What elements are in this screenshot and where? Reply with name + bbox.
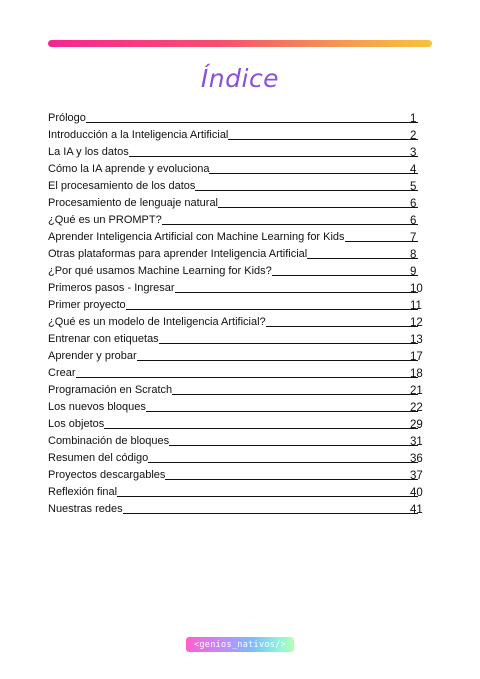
toc-entry-label: ¿Por qué usamos Machine Learning for Kids? (48, 265, 272, 277)
toc-entry-page: 1 (410, 113, 417, 125)
toc-entry[interactable] (48, 431, 428, 448)
toc-entry[interactable] (48, 210, 428, 227)
toc-leader-line (117, 496, 418, 497)
page-title: Índice (200, 64, 280, 93)
decorative-gradient-bar (48, 40, 432, 47)
toc-entry-page: 9 (410, 266, 417, 278)
toc-entry-page: 36 (410, 453, 423, 465)
toc-entry-label: Nuestras redes (48, 503, 123, 515)
toc-leader-line (272, 275, 418, 276)
toc-entry-label: Proyectos descargables (48, 469, 166, 481)
toc-entry[interactable] (48, 448, 428, 465)
toc-leader-line (228, 139, 418, 140)
toc-leader-line (175, 292, 418, 293)
toc-leader-line (104, 428, 418, 429)
toc-entry[interactable] (48, 312, 428, 329)
toc-entry[interactable] (48, 278, 428, 295)
toc-entry-label: Aprender Inteligencia Artificial con Machine Learning for Kids (48, 231, 345, 243)
toc-leader-line (307, 258, 418, 259)
toc-leader-line (86, 122, 418, 123)
toc-entry-label: Prólogo (48, 112, 86, 124)
toc-leader-line (129, 156, 418, 157)
toc-entry-page: 40 (410, 487, 423, 499)
toc-entry-page: 11 (410, 300, 422, 312)
toc-entry-label: Los objetos (48, 418, 105, 430)
toc-entry-label: Programación en Scratch (48, 384, 173, 396)
toc-entry-page: 8 (410, 249, 417, 261)
toc-leader-line (123, 513, 418, 514)
table-of-contents (48, 108, 428, 516)
toc-entry-page: 12 (410, 317, 423, 329)
toc-entry-label: Reflexión final (48, 486, 118, 498)
toc-entry-page: 2 (410, 130, 417, 142)
toc-entry-page: 10 (410, 283, 423, 295)
toc-entry[interactable] (48, 244, 428, 261)
toc-entry-label: Cómo la IA aprende y evoluciona (48, 163, 210, 175)
toc-leader-line (209, 173, 418, 174)
toc-entry-page: 29 (410, 419, 423, 431)
toc-entry-label: Combinación de bloques (48, 435, 170, 447)
toc-entry-label: Los nuevos bloques (48, 401, 146, 413)
toc-leader-line (169, 445, 418, 446)
toc-entry-label: Primer proyecto (48, 299, 126, 311)
toc-entry-label: ¿Qué es un PROMPT? (48, 214, 162, 226)
toc-entry-page: 37 (410, 470, 423, 482)
toc-entry[interactable] (48, 482, 428, 499)
toc-leader-line (345, 241, 418, 242)
toc-entry-page: 13 (410, 334, 423, 346)
toc-entry[interactable] (48, 499, 428, 516)
toc-entry-label: Introducción a la Inteligencia Artificial (48, 129, 229, 141)
toc-entry-label: Procesamiento de lenguaje natural (48, 197, 219, 209)
toc-leader-line (195, 190, 418, 191)
toc-entry[interactable] (48, 363, 428, 380)
toc-entry-page: 17 (410, 351, 423, 363)
toc-entry-page: 41 (410, 504, 423, 516)
toc-entry[interactable] (48, 295, 428, 312)
toc-entry-page: 5 (410, 181, 417, 193)
toc-entry[interactable] (48, 159, 428, 176)
toc-leader-line (137, 360, 418, 361)
toc-entry-label: Entrenar con etiquetas (48, 333, 159, 345)
toc-leader-line (159, 343, 418, 344)
toc-entry[interactable] (48, 414, 428, 431)
toc-entry-label: ¿Qué es un modelo de Inteligencia Artificial? (48, 316, 266, 328)
toc-entry-label: La IA y los datos (48, 146, 129, 158)
toc-entry[interactable] (48, 397, 428, 414)
toc-entry[interactable] (48, 261, 428, 278)
toc-leader-line (266, 326, 418, 327)
toc-entry-page: 18 (410, 368, 423, 380)
toc-leader-line (76, 377, 418, 378)
toc-entry-page: 3 (410, 147, 417, 159)
toc-entry[interactable] (48, 193, 428, 210)
toc-leader-line (218, 207, 418, 208)
toc-entry-page: 6 (410, 198, 417, 210)
toc-leader-line (172, 394, 418, 395)
toc-entry-label: Primeros pasos - Ingresar (48, 282, 175, 294)
toc-leader-line (162, 224, 418, 225)
toc-entry[interactable] (48, 125, 428, 142)
toc-leader-line (148, 462, 418, 463)
toc-entry-label: Aprender y probar (48, 350, 137, 362)
toc-entry-page: 7 (410, 232, 417, 244)
brand-badge-text: <genios_nativos/> (193, 639, 287, 650)
toc-entry[interactable] (48, 329, 428, 346)
brand-badge (186, 637, 294, 652)
toc-entry-label: El procesamiento de los datos (48, 180, 196, 192)
toc-entry[interactable] (48, 108, 428, 125)
toc-entry[interactable] (48, 176, 428, 193)
toc-entry-page: 22 (410, 402, 423, 414)
toc-entry-page: 4 (410, 164, 417, 176)
toc-leader-line (126, 309, 418, 310)
toc-entry[interactable] (48, 346, 428, 363)
toc-leader-line (165, 479, 418, 480)
toc-entry-page: 31 (410, 436, 423, 448)
toc-leader-line (146, 411, 418, 412)
toc-entry[interactable] (48, 380, 428, 397)
toc-entry[interactable] (48, 227, 428, 244)
toc-entry[interactable] (48, 465, 428, 482)
toc-entry-page: 21 (410, 385, 423, 397)
toc-entry-page: 6 (410, 215, 417, 227)
toc-entry-label: Otras plataformas para aprender Inteligencia Artificial (48, 248, 308, 260)
toc-entry-label: Resumen del código (48, 452, 149, 464)
toc-entry-label: Crear (48, 367, 76, 379)
toc-entry[interactable] (48, 142, 428, 159)
